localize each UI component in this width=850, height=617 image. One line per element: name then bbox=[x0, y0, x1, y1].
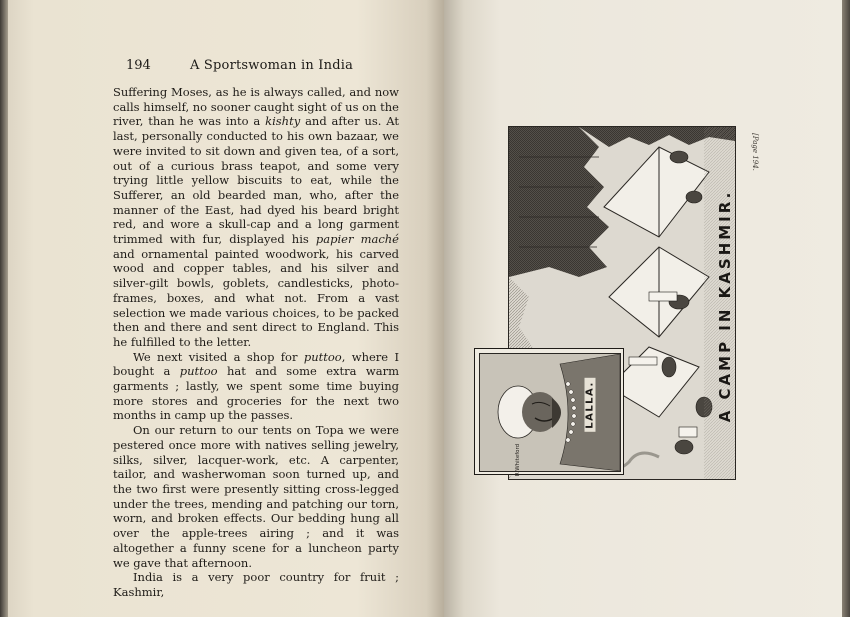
plate-caption: A CAMP IN KASHMIR. bbox=[716, 189, 734, 423]
artist-signature: R.Whiteford bbox=[515, 443, 521, 477]
italic-term: puttoo bbox=[303, 349, 342, 364]
text-run: India is a very poor country for fruit ; Kashmir, bbox=[113, 570, 399, 599]
paragraph bbox=[113, 423, 399, 570]
text-run: On our return to our tents on Topa we were pestered once more with natives selling jewelry, silks, silver, lacquer-work, etc. A carpenter, tailor, and washerwoman soon turned up, and the two first were presently sitting cross-legged under the trees, mending and patching our torn, worn, and broken effects. Our bedding hung all over the apple-trees airing ; and it was altogether a funny scene for a luncheon party we gave that afternoon. bbox=[113, 423, 399, 570]
page-number: 194 bbox=[126, 58, 151, 73]
text-run: We next visited a shop for bbox=[133, 349, 304, 364]
book-edge-right bbox=[842, 0, 850, 617]
portrait-illustration bbox=[480, 354, 620, 471]
running-title: A Sportswoman in India bbox=[190, 58, 354, 73]
text-run: and ornamental painted woodwork, his carved wood and copper tables, and his silver and silver-gilt bowls, goblets, candlesticks, photo-frames, boxes, and what not. From a vast selection we made various choices, to be packed then and there and sent direct to England. This he fulfilled to the letter. bbox=[113, 246, 399, 349]
paragraph bbox=[113, 85, 399, 350]
portrait-inset bbox=[474, 348, 624, 475]
italic-term: papier maché bbox=[315, 232, 399, 247]
book-edge-left bbox=[0, 0, 8, 617]
italic-term: kishty bbox=[265, 114, 301, 129]
portrait-label: LALLA. bbox=[583, 380, 597, 430]
text-run: , where I bought a bbox=[113, 349, 399, 379]
text-run: Suffering Moses, as he is always called, and now calls himself, no sooner caught sight of us on the river, than he was into a bbox=[113, 85, 399, 129]
paragraph bbox=[113, 570, 399, 599]
text-run: and after us. At last, personally conducted to his own bazaar, we were invited to sit down and given tea, of a sort, out of a curious brass teapot, and some very trying little yellow biscuits to eat, while the Sufferer, an old bearded man, who, after the manner of the East, had dyed his beard bright red, and wore a skull-cap and a long garment trimmed with fur, displayed his bbox=[113, 114, 399, 247]
body-text bbox=[113, 85, 399, 600]
italic-term: puttoo bbox=[179, 364, 218, 379]
text-run: hat and some extra warm garments ; lastly, we spent some time buying more stores and groceries for the next two months in camp up the passes. bbox=[113, 364, 399, 423]
paragraph bbox=[113, 350, 399, 424]
plate-page-reference: [Page 194. bbox=[751, 133, 759, 171]
